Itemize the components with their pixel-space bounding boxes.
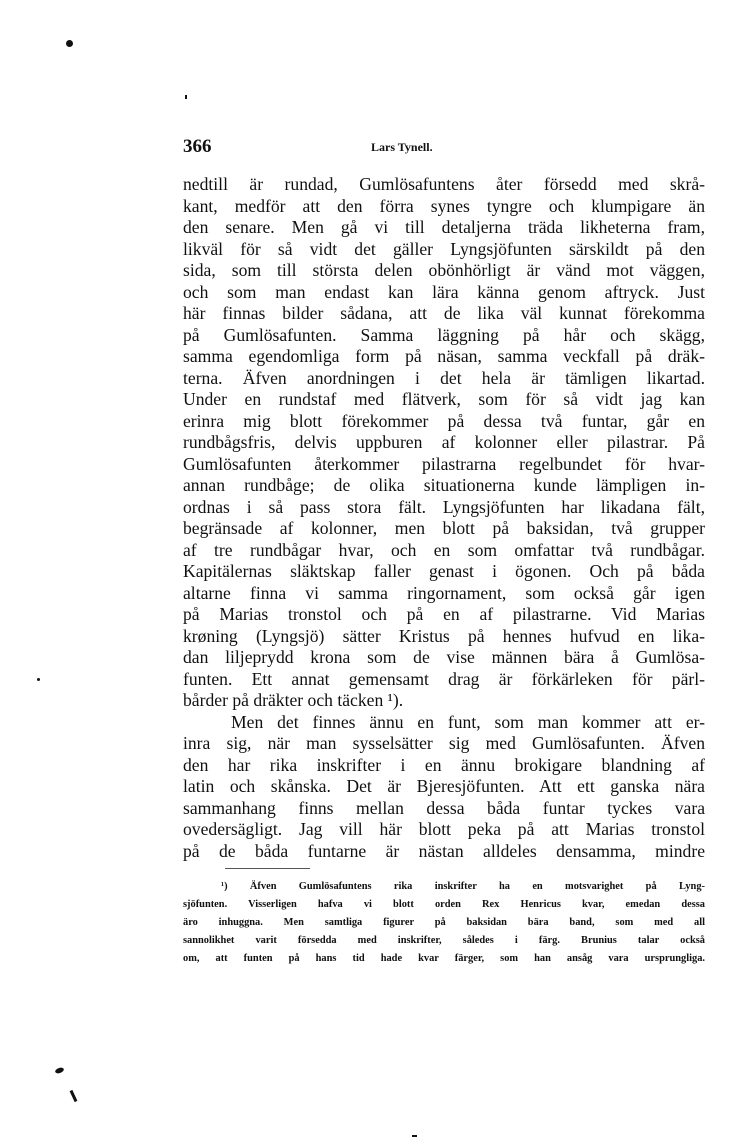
text-line: Under en rundstaf med flätverk, som för så vidt jag kan bbox=[183, 389, 705, 409]
footnote-line: ¹) Äfven Gumlösafuntens rika inskrifter ha en motsvarighet på Lyng- bbox=[221, 881, 705, 892]
footnote-line: om, att funten på hans tid hade kvar färger, som han ansåg vara ursprungliga. bbox=[183, 953, 705, 964]
text-line: kant, medför att den förra synes tyngre och klumpigare än bbox=[183, 195, 705, 216]
text-line: Kapitälernas släktskap faller genast i ögonen. Och på båda bbox=[183, 561, 705, 581]
text-line: af tre rundbågar hvar, och en som omfattar två rundbågar. bbox=[183, 539, 705, 560]
footnote-line: äro inhuggna. Men samtliga figurer på baksidan bära band, som med all bbox=[183, 917, 705, 928]
text-line: den har rika inskrifter i en ännu brokigare blandning af bbox=[183, 754, 705, 775]
text-line: här finnas bilder sådana, att de lika väl kunnat förekomma bbox=[183, 303, 705, 323]
text-line: sammanhang finns mellan dessa båda funtar tyckes vara bbox=[183, 797, 705, 818]
text-line: ovedersägligt. Jag vill här blott peka på att Marias tronstol bbox=[183, 819, 705, 839]
text-line: altarne finna vi samma ringornament, som också går igen bbox=[183, 582, 705, 603]
text-line: och som man endast kan lära känna genom aftryck. Just bbox=[183, 281, 705, 302]
text-line: annan rundbåge; de olika situationerna kunde lämpligen in- bbox=[183, 475, 705, 495]
text-line: Men det finnes ännu en funt, som man kommer att er- bbox=[231, 711, 705, 732]
text-line: rundbågsfris, delvis uppburen af kolonner eller pilastrar. På bbox=[183, 432, 705, 452]
body-text bbox=[183, 174, 705, 862]
text-line: på Marias tronstol och på en af pilastrarne. Vid Marias bbox=[183, 604, 705, 624]
text-line: bårder på dräkter och täcken ¹). bbox=[183, 690, 404, 710]
text-line: på Gumlösafunten. Samma läggning på hår och skägg, bbox=[183, 324, 705, 345]
footnotes bbox=[183, 878, 705, 968]
text-line: ordnas i så pass stora fält. Lyngsjöfunten har likadana fält, bbox=[183, 496, 705, 517]
text-line: krøning (Lyngsjö) sätter Kristus på hennes hufvud en lika- bbox=[183, 625, 705, 646]
text-line: samma egendomliga form på näsan, samma veckfall på dräk- bbox=[183, 346, 705, 366]
text-line: funten. Ett annat gemensamt drag är förkärleken för pärl- bbox=[183, 668, 705, 689]
text-line: på de båda funtarne är nästan alldeles densamma, mindre bbox=[183, 840, 705, 861]
page-number: 366 bbox=[183, 136, 212, 157]
text-line: den senare. Men gå vi till detaljerna träda likheterna fram, bbox=[183, 217, 705, 237]
footnote-rule bbox=[225, 868, 310, 869]
ink-smudge bbox=[412, 1135, 417, 1137]
text-line: Gumlösafunten återkommer pilastrarna regelbundet för hvar- bbox=[183, 453, 705, 474]
text-line: likväl för så vidt det gäller Lyngsjöfunten särskildt på den bbox=[183, 238, 705, 259]
ink-smudge bbox=[54, 1067, 64, 1075]
text-line: nedtill är rundad, Gumlösafuntens åter försedd med skrå- bbox=[183, 174, 705, 194]
text-line: erinra mig blott förekommer på dessa två funtar, går en bbox=[183, 410, 705, 431]
ink-spot bbox=[66, 40, 73, 47]
text-line: begränsade af kolonner, men blott på baksidan, två grupper bbox=[183, 518, 705, 538]
ink-spot bbox=[185, 95, 187, 99]
text-line: latin och skånska. Det är Bjeresjöfunten. Att ett ganska nära bbox=[183, 776, 705, 796]
text-line: terna. Äfven anordningen i det hela är tämligen likartad. bbox=[183, 367, 705, 388]
ink-spot bbox=[37, 678, 40, 681]
footnote-line: sannolikhet varit försedda med inskrifter, således i färg. Brunius talar också bbox=[183, 935, 705, 946]
page-header bbox=[183, 136, 703, 160]
ink-smudge bbox=[70, 1090, 78, 1102]
footnote-line: sjöfunten. Visserligen hafva vi blott orden Rex Henricus kvar, emedan dessa bbox=[183, 899, 705, 910]
text-line: sida, som till största delen obönhörligt är vänd mot väggen, bbox=[183, 260, 705, 280]
text-line: inra sig, när man sysselsätter sig med Gumlösafunten. Äfven bbox=[183, 733, 705, 753]
running-title: Lars Tynell. bbox=[371, 140, 433, 154]
text-line: dan liljeprydd krona som de vise männen bära å Gumlösa- bbox=[183, 647, 705, 667]
